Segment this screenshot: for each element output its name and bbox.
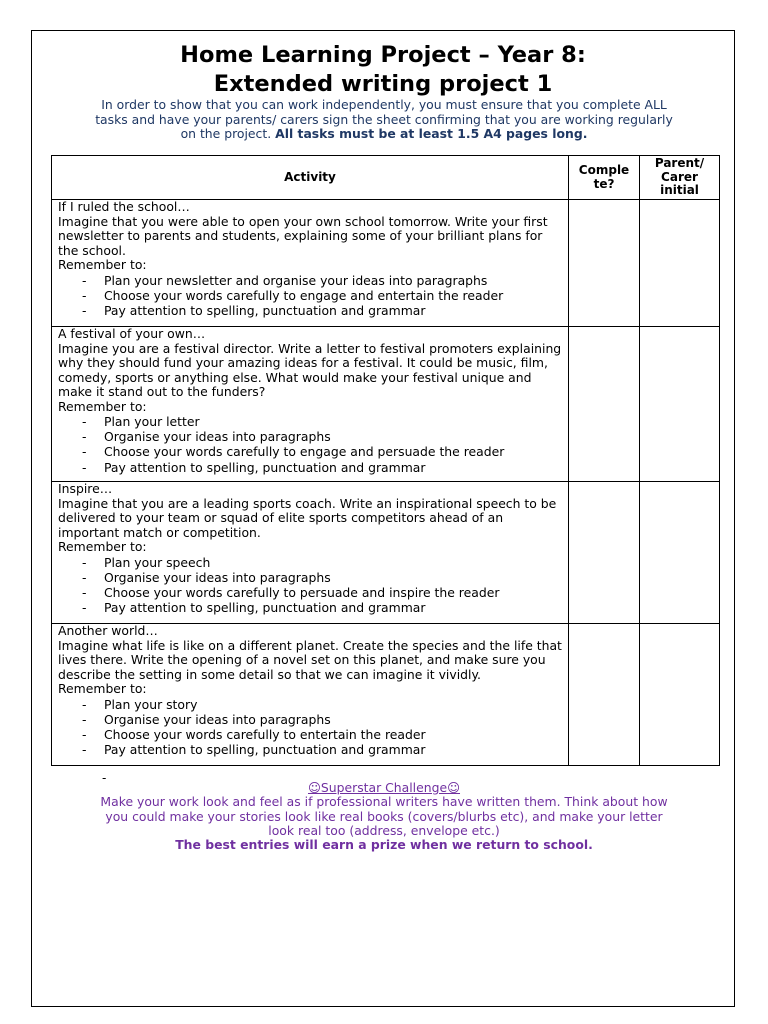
list-item: - Pay attention to spelling, punctuation and grammar — [58, 303, 564, 318]
parent-initial-cell[interactable] — [640, 482, 720, 624]
list-item: - Organise your ideas into paragraphs — [58, 712, 564, 727]
header-parent-line3: initial — [660, 183, 699, 198]
prize-note: The best entries will earn a prize when we return to school. — [175, 837, 593, 852]
activity-description: Imagine that you are a leading sports coach. Write an inspirational speech to be delivered to your team or squad of elite sports competitors ahead of an important match or competition. — [58, 495, 557, 540]
intro-text: In order to show that you can work independently, you must ensure that you complete ALL tasks and have your parents/ carers sign the sheet confirming that you are working regularly on the project. — [95, 97, 673, 141]
reminder-list — [58, 555, 564, 616]
stray-dash: - — [102, 771, 107, 785]
table-row — [52, 482, 720, 624]
table-row — [52, 624, 720, 766]
table-row — [52, 200, 720, 327]
complete-cell[interactable] — [569, 200, 640, 327]
list-item: - Choose your words carefully to entertain the reader — [58, 727, 564, 742]
activity-heading: If I ruled the school… — [58, 199, 190, 214]
page-title-line2: Extended writing project 1 — [213, 71, 553, 97]
list-item: - Choose your words carefully to persuade and inspire the reader — [58, 585, 564, 600]
header-complete — [569, 156, 640, 200]
superstar-challenge-text: Make your work look and feel as if professional writers have written them. Think about how you could make your stories look like real books (covers/blurbs etc), and make your letter look real too (address, envelope etc.) — [100, 794, 668, 838]
header-parent-initial — [640, 156, 720, 200]
list-item: - Pay attention to spelling, punctuation and grammar — [58, 600, 564, 615]
intro-paragraph — [95, 98, 673, 142]
parent-initial-cell[interactable] — [640, 327, 720, 482]
activity-heading: Inspire… — [58, 481, 113, 496]
activity-cell — [52, 327, 569, 482]
reminder-list — [58, 414, 564, 475]
complete-cell[interactable] — [569, 624, 640, 766]
list-item: - Pay attention to spelling, punctuation and grammar — [58, 460, 564, 475]
activity-cell — [52, 482, 569, 624]
complete-cell[interactable] — [569, 327, 640, 482]
list-item: - Organise your ideas into paragraphs — [58, 429, 564, 444]
list-item: - Plan your letter — [58, 414, 564, 429]
activity-heading: Another world… — [58, 623, 158, 638]
page-title-line1: Home Learning Project – Year 8: — [180, 42, 586, 68]
table-row — [52, 327, 720, 482]
reminder-label: Remember to: — [58, 398, 147, 414]
list-item: - Choose your words carefully to engage and entertain the reader — [58, 288, 564, 303]
list-item: - Plan your speech — [58, 555, 564, 570]
table-header-row — [52, 156, 720, 200]
reminder-list — [58, 273, 564, 319]
activity-cell — [52, 624, 569, 766]
activity-cell — [52, 200, 569, 327]
list-item: - Plan your newsletter and organise your ideas into paragraphs — [58, 273, 564, 288]
reminder-label: Remember to: — [58, 681, 147, 696]
superstar-challenge-heading: ☺Superstar Challenge☺ — [307, 780, 461, 795]
reminder-list — [58, 697, 564, 758]
reminder-label: Remember to: — [58, 257, 147, 272]
header-complete-line1: Comple — [578, 163, 630, 177]
reminder-label: Remember to: — [58, 539, 147, 554]
intro-bold-text: All tasks must be at least 1.5 A4 pages long. — [275, 126, 588, 141]
activity-description: Imagine you are a festival director. Write a letter to festival promoters explaining why they should fund your amazing ideas for a festival. It could be music, film, comedy, sports or anything else. What would make your festival unique and make it stand out to the funders? — [58, 340, 562, 399]
header-activity: Activity — [52, 156, 569, 200]
header-parent-line1: Parent/ — [654, 156, 705, 171]
complete-cell[interactable] — [569, 482, 640, 624]
header-complete-line2: te? — [593, 176, 615, 191]
activity-description: Imagine what life is like on a different planet. Create the species and the life that lives there. Write the opening of a novel set on this planet, and make sure you describe the setting in some detail so that we can imagine it vividly. — [58, 637, 562, 682]
list-item: - Pay attention to spelling, punctuation and grammar — [58, 742, 564, 757]
list-item: - Plan your story — [58, 697, 564, 712]
activity-description: Imagine that you were able to open your own school tomorrow. Write your first newsletter to parents and students, explaining some of your brilliant plans for the school. — [58, 213, 548, 258]
parent-initial-cell[interactable] — [640, 200, 720, 327]
parent-initial-cell[interactable] — [640, 624, 720, 766]
header-parent-line2: Carer — [661, 169, 698, 184]
activity-heading: A festival of your own… — [58, 326, 206, 341]
list-item: - Choose your words carefully to engage and persuade the reader — [58, 444, 564, 459]
list-item: - Organise your ideas into paragraphs — [58, 570, 564, 585]
activities-table — [51, 155, 720, 766]
